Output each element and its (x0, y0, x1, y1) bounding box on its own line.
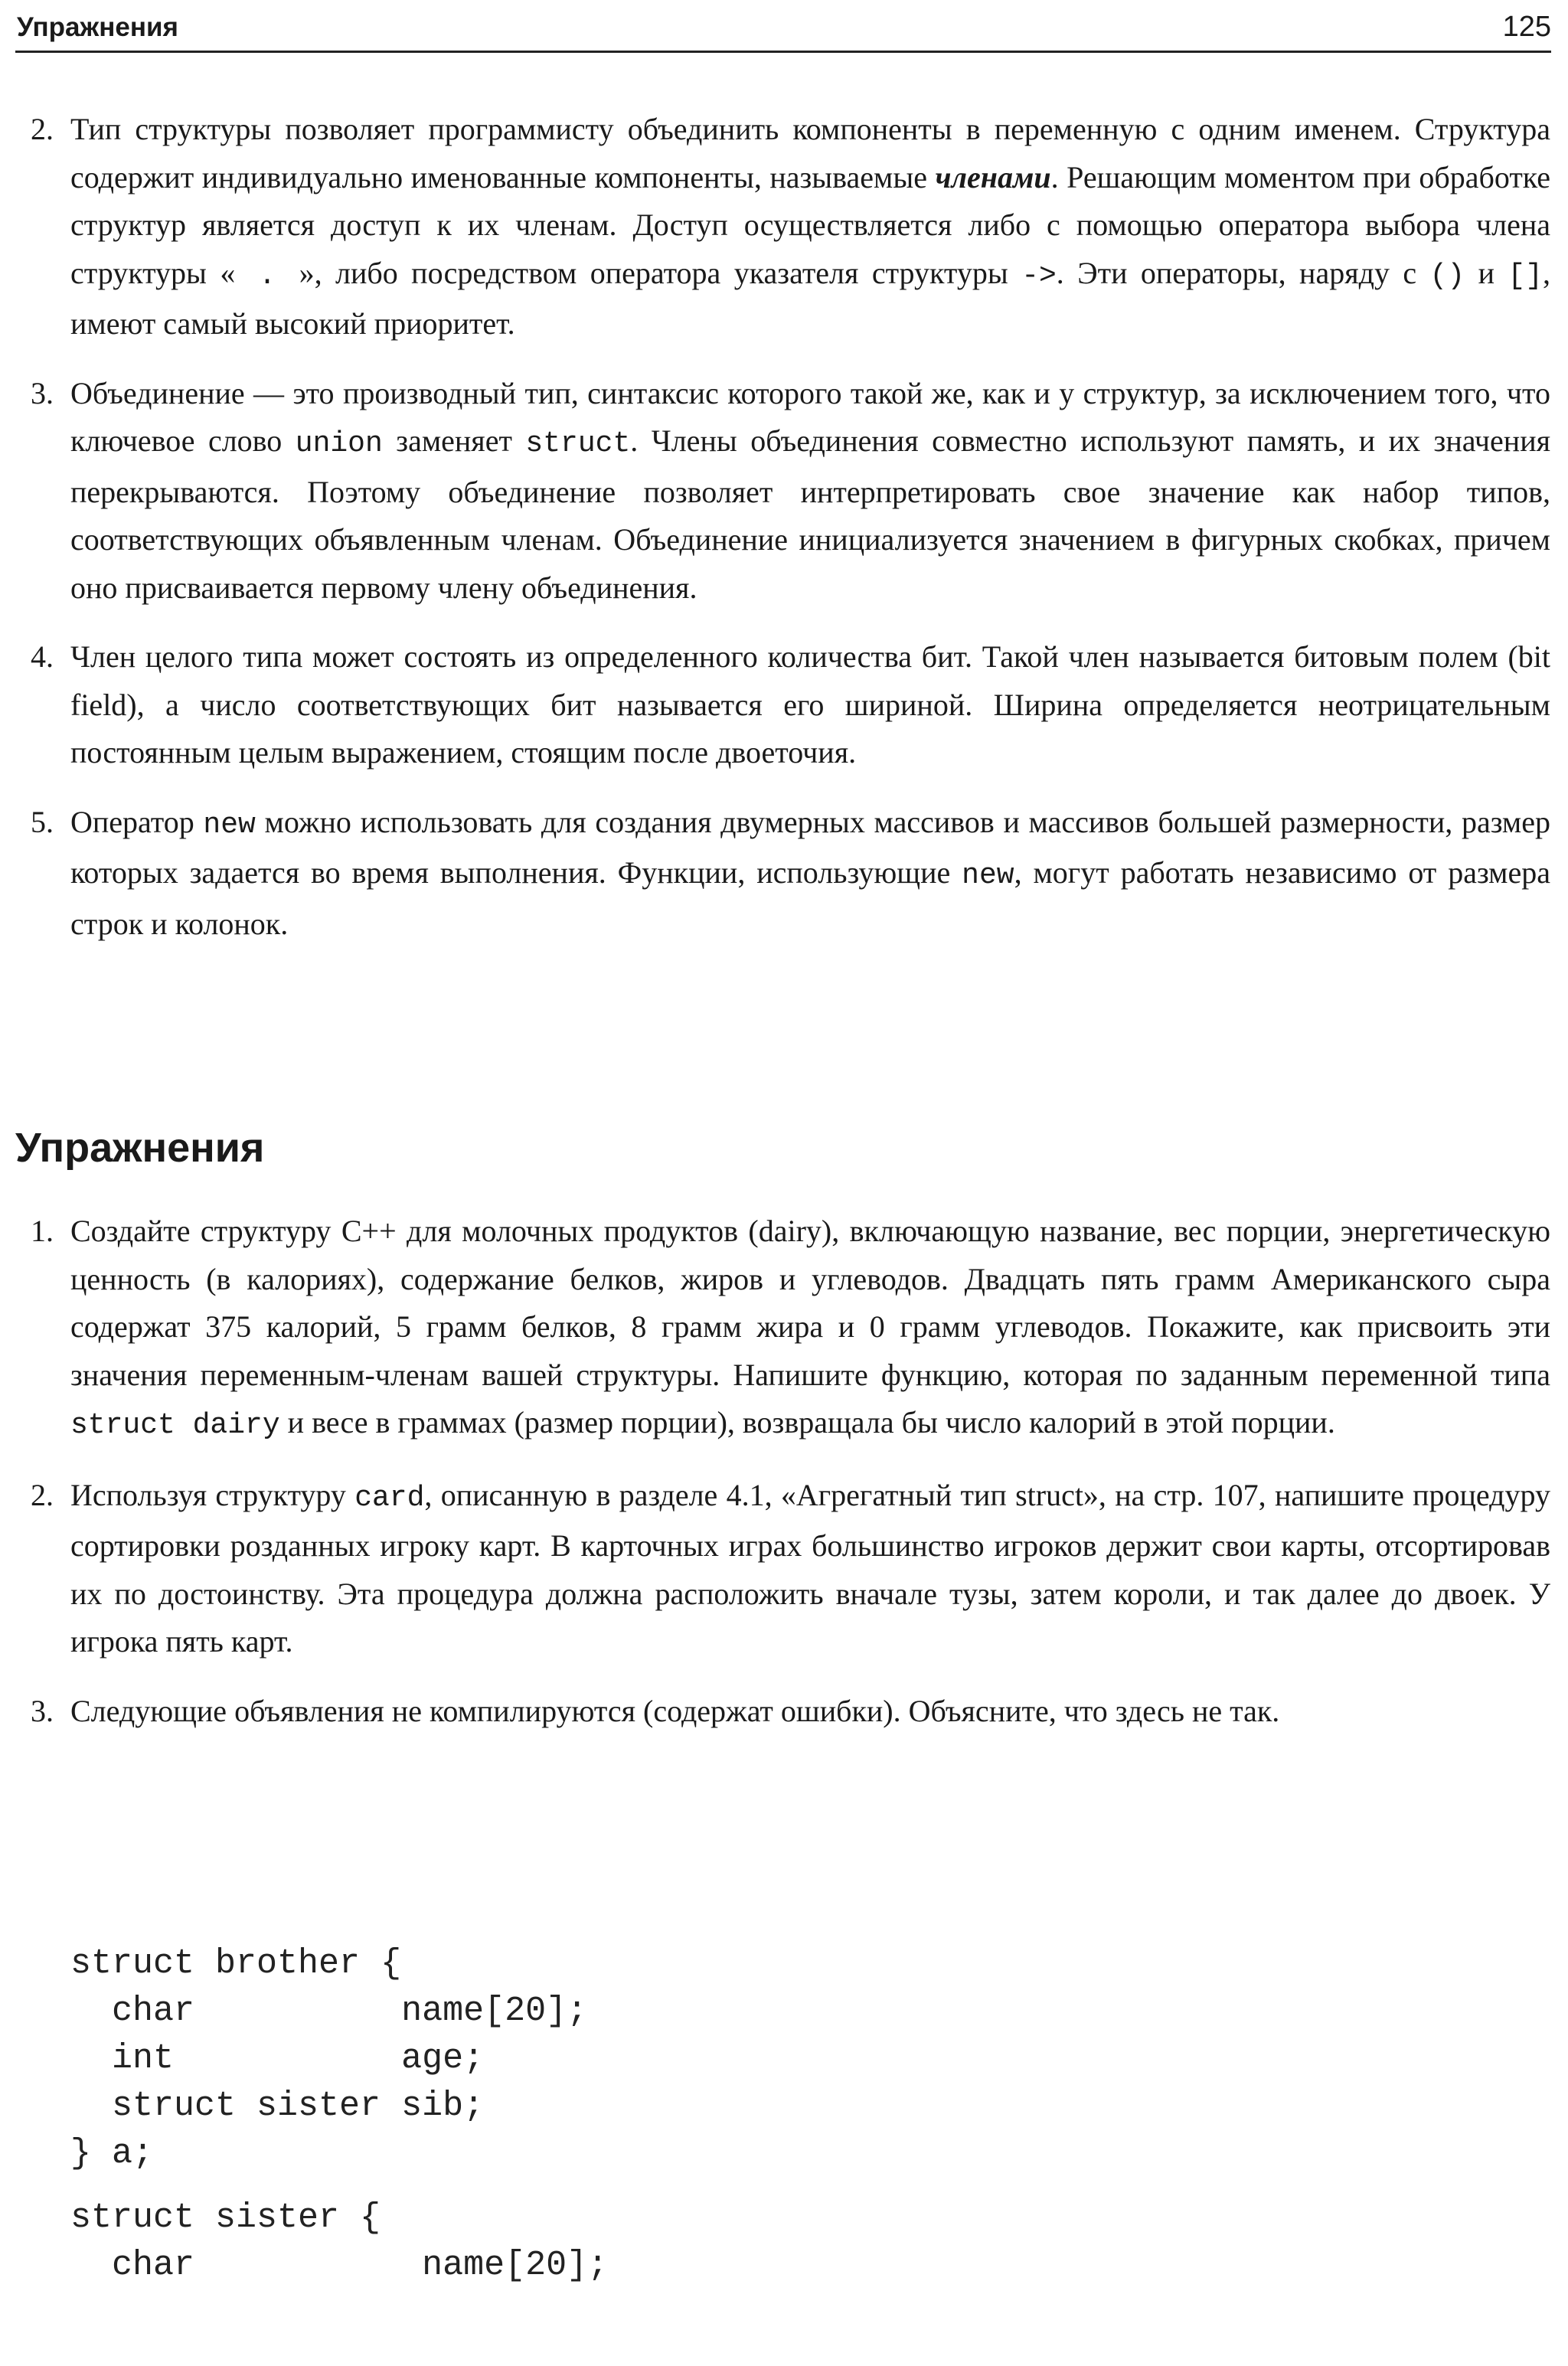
code-line: char name[20]; (70, 1992, 588, 2031)
running-header (15, 5, 1551, 53)
text-segment: . Эти операторы, наряду с (1056, 255, 1430, 290)
inline-code: card (354, 1481, 425, 1515)
code-line: int age; (70, 2039, 485, 2078)
text-segment: », либо посредством оператора указателя структуры (299, 255, 1022, 290)
text-segment: Создайте структуру C++ для молочных продуктов (dairy), включающую название, вес порции, энергетическую ценность (в калориях), содержание белков, жиров и углеводов. Двадцать пять грамм Американского сыра содержат 375 калорий, 5 грамм белков, 8 грамм жира и 0 грамм углеводов. Покажите, как присвоить эти значения переменным-членам вашей структуры. Напишите функцию, которая по заданным переменной типа (70, 1214, 1550, 1392)
code-line: struct sister sib; (70, 2087, 485, 2126)
inline-code: [] (1508, 259, 1544, 292)
inline-code: () (1429, 259, 1465, 292)
text-segment: Используя структуру (70, 1477, 355, 1512)
code-line: char name[20]; (70, 2246, 609, 2285)
text-segment: Член целого типа может состоять из определенного количества бит. Такой член называется битовым полем (bit field), а число соответствующих бит называется его шириной. Ширина определяется неотрицательным постоянным целым выражением, стоящим после двоеточия. (70, 639, 1550, 770)
exercise-item-number: 3. (31, 1693, 54, 1728)
text-segment: , имеют самый высокий приоритет. (70, 255, 1551, 341)
code-line: struct sister { (70, 2198, 381, 2237)
text-segment: , могут работать независимо от размера строк и колонок. (70, 855, 1550, 941)
summary-item-number: 4. (31, 639, 54, 674)
text-segment: Тип структуры позволяет программисту объединить компоненты в переменную с одним именем. Структура содержит индивидуально именованные компоненты, называемые (70, 112, 1550, 194)
summary-item (31, 106, 1550, 348)
summary-item (31, 799, 1550, 949)
summary-list (31, 106, 1550, 948)
summary-item-number: 3. (31, 375, 54, 410)
code-line: } a; (70, 2134, 154, 2173)
exercise-item-number: 1. (31, 1214, 54, 1248)
inline-code: new (962, 859, 1014, 892)
inline-code: struct (525, 427, 631, 460)
code-line: struct brother { (70, 1944, 402, 1983)
inline-code: union (295, 427, 383, 460)
code-line (70, 2178, 608, 2194)
text-segment: Объединение — это производный тип, синтаксис которого такой же, как и у структур, за исключением того, что ключевое слово (70, 375, 1550, 458)
exercise-item-number: 2. (31, 1477, 54, 1512)
running-header-title: Упражнения (17, 12, 178, 42)
summary-item-number: 5. (31, 804, 54, 839)
inline-code: . (235, 259, 299, 292)
text-segment: и (1465, 255, 1508, 290)
text-segment: Оператор (70, 804, 204, 839)
exercise-item (31, 1688, 1550, 1736)
code-listing (70, 1940, 608, 2289)
text-segment: Следующие объявления не компилируются (содержат ошибки). Объясните, что здесь не так. (70, 1693, 1280, 1728)
text-segment: . Члены объединения совместно используют память, и их значения перекрываются. Поэтому объединение позволяет интерпретировать свое значение как набор типов, соответствующих объявленным членам. Объединение инициализуется значением в фигурных скобках, причем оно присваивается первому члену объединения. (70, 423, 1550, 605)
exercise-item (31, 1208, 1550, 1450)
exercises-list (31, 1208, 1550, 1735)
inline-code: -> (1021, 259, 1057, 292)
inline-code: new (203, 808, 256, 841)
inline-code: struct dairy (70, 1409, 280, 1442)
text-segment: , описанную в разделе 4.1, «Агрегатный тип struct», на стр. 107, напишите процедуру сортировки розданных игроку карт. В карточных играх большинство игроков держит свои карты, отсортировав их по достоинству. Эта процедура должна расположить вначале тузы, затем короли, и так далее до двоек. У игрока пять карт. (70, 1477, 1550, 1658)
text-segment: . Решающим моментом при обработке структур является доступ к их членам. Доступ осуществляется либо с помощью оператора выбора члена структуры « (70, 159, 1550, 290)
summary-item (31, 633, 1550, 777)
text-segment: можно использовать для создания двумерных массивов и массивов большей размерности, размер которых задается во время выполнения. Функции, использующие (70, 804, 1551, 890)
text-segment: и весе в граммах (размер порции), возвращала бы число калорий в этой порции. (279, 1405, 1335, 1440)
exercises-heading: Упражнения (15, 1125, 265, 1171)
text-segment: заменяет (382, 423, 526, 458)
term-emphasis: членами (935, 159, 1051, 194)
summary-item (31, 370, 1550, 613)
summary-item-number: 2. (31, 112, 54, 146)
page-number: 125 (1502, 11, 1551, 43)
exercise-item (31, 1472, 1550, 1666)
